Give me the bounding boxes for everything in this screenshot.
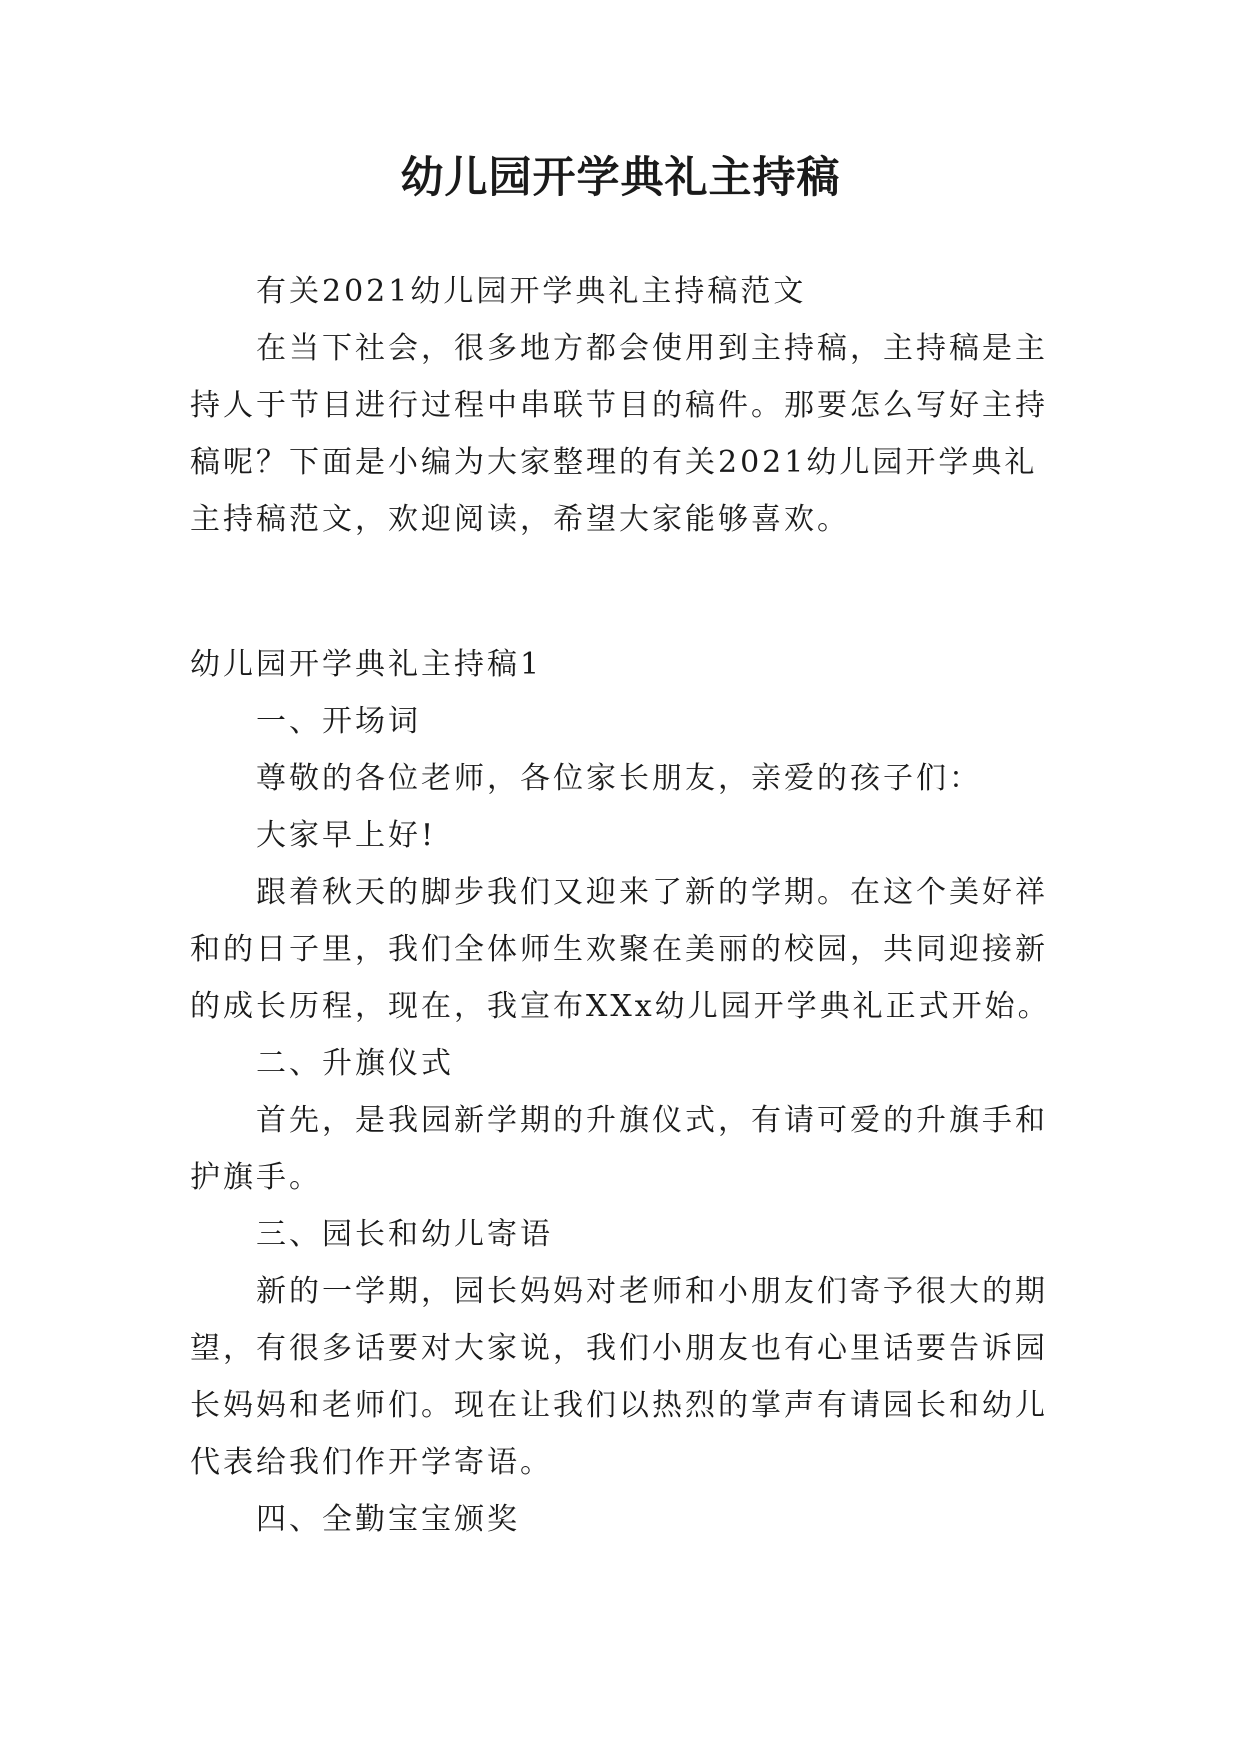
item-heading-opening: 一、开场词 bbox=[256, 704, 421, 739]
paragraph-opening-speech: 跟着秋天的脚步我们又迎来了新的学期。在这个美好祥和的日子里，我们全体师生欢聚在美丽的校园，共同迎接新的成长历程，现在，我宣布XXx幼儿园开学典礼正式开始。 bbox=[190, 875, 1051, 1024]
item-heading-flag-raising: 二、升旗仪式 bbox=[256, 1046, 454, 1081]
section-block bbox=[190, 636, 1052, 1548]
intro-line: 有关2021幼儿园开学典礼主持稿范文 bbox=[256, 274, 807, 309]
paragraph-greeting: 尊敬的各位老师，各位家长朋友，亲爱的孩子们： bbox=[256, 761, 982, 796]
paragraph-good-morning: 大家早上好! bbox=[256, 818, 437, 853]
intro-block bbox=[190, 263, 1052, 548]
section-heading: 幼儿园开学典礼主持稿1 bbox=[190, 647, 543, 682]
intro-paragraph: 在当下社会，很多地方都会使用到主持稿，主持稿是主持人于节目进行过程中串联节目的稿件。那要怎么写好主持稿呢？下面是小编为大家整理的有关2021幼儿园开学典礼主持稿范文，欢迎阅读，希望大家能够喜欢。 bbox=[190, 331, 1048, 537]
item-heading-attendance-award: 四、全勤宝宝颁奖 bbox=[256, 1502, 520, 1537]
item-heading-messages: 三、园长和幼儿寄语 bbox=[256, 1217, 553, 1252]
paragraph-messages: 新的一学期，园长妈妈对老师和小朋友们寄予很大的期望，有很多话要对大家说，我们小朋友也有心里话要告诉园长妈妈和老师们。现在让我们以热烈的掌声有请园长和幼儿代表给我们作开学寄语。 bbox=[190, 1274, 1048, 1480]
paragraph-flag-raising: 首先，是我园新学期的升旗仪式，有请可爱的升旗手和护旗手。 bbox=[190, 1103, 1048, 1195]
document-title: 幼儿园开学典礼主持稿 bbox=[400, 153, 841, 203]
